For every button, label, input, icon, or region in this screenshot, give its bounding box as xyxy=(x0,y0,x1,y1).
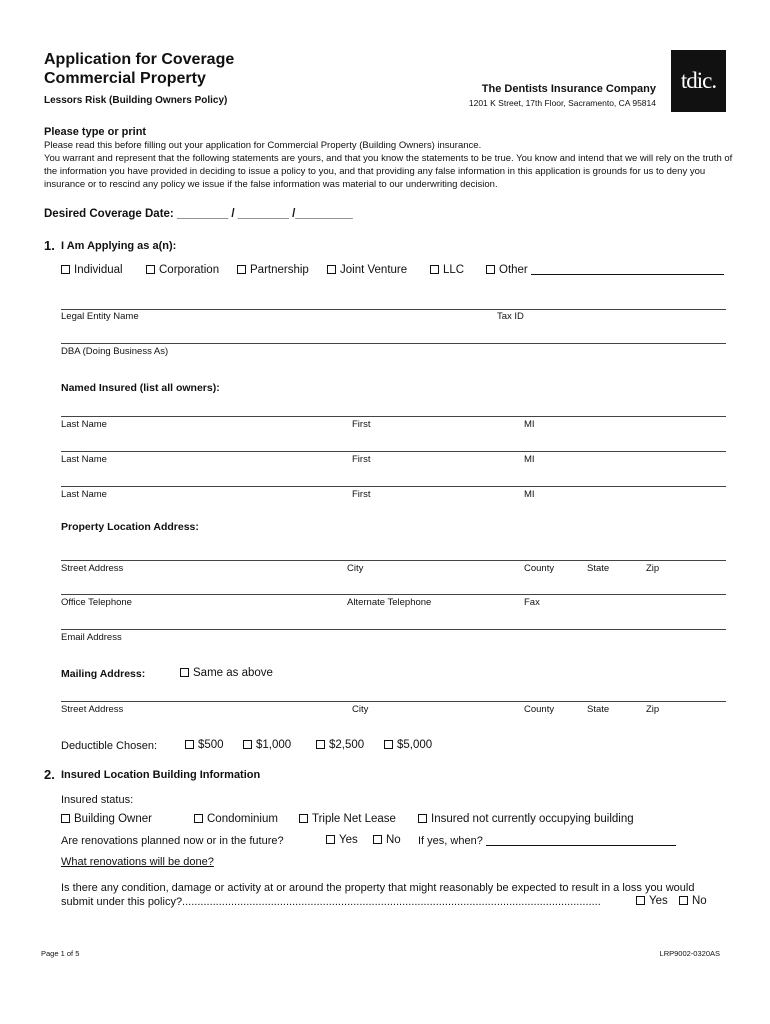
instructions-text xyxy=(44,139,734,191)
condition-question-line1: Is there any condition, damage or activity at or around the property that might reasonably be expected to result in a loss you would xyxy=(61,882,695,894)
checkbox-icon[interactable] xyxy=(237,265,246,274)
mailing-zip-label: Zip xyxy=(646,704,660,715)
city-label: City xyxy=(347,563,364,574)
option-label: $500 xyxy=(198,739,224,751)
deductible-5000-option[interactable] xyxy=(384,739,432,751)
desired-coverage-date[interactable] xyxy=(44,208,353,220)
status-condominium[interactable] xyxy=(194,813,278,825)
checkbox-icon[interactable] xyxy=(384,740,393,749)
owner1-first-label: First xyxy=(352,419,371,430)
named-insured-title: Named Insured (list all owners): xyxy=(61,382,220,394)
legal-entity-label: Legal Entity Name xyxy=(61,311,139,322)
desired-date-blanks[interactable]: ________ / ________ /_________ xyxy=(176,208,353,220)
zip-label: Zip xyxy=(646,563,660,574)
option-label: Condominium xyxy=(207,813,278,825)
option-label: Yes xyxy=(649,895,668,907)
checkbox-icon[interactable] xyxy=(61,265,70,274)
renovation-date-blank[interactable] xyxy=(486,835,676,846)
checkbox-icon[interactable] xyxy=(61,814,70,823)
checkbox-icon[interactable] xyxy=(146,265,155,274)
option-other[interactable] xyxy=(486,264,724,276)
option-label: $1,000 xyxy=(256,739,292,751)
form-code: LRP9002-0320AS xyxy=(659,949,720,958)
condition-no[interactable] xyxy=(679,895,707,907)
if-yes-label: If yes, when? xyxy=(418,835,483,847)
option-partnership[interactable] xyxy=(237,264,309,276)
option-label: $5,000 xyxy=(397,739,433,751)
mailing-address-title: Mailing Address: xyxy=(61,668,146,680)
mailing-city-label: City xyxy=(352,704,369,715)
mailing-street-label: Street Address xyxy=(61,704,124,715)
desired-date-label: Desired Coverage Date: xyxy=(44,208,174,220)
mailing-state-label: State xyxy=(587,704,610,715)
county-label: County xyxy=(524,563,555,574)
option-label: Joint Venture xyxy=(340,264,408,276)
checkbox-icon[interactable] xyxy=(418,814,427,823)
owner3-line[interactable] xyxy=(61,486,726,487)
option-label: $2,500 xyxy=(329,739,365,751)
dba-line[interactable] xyxy=(61,343,726,344)
option-label: Other xyxy=(499,264,528,276)
mailing-address-line[interactable] xyxy=(61,701,726,702)
if-yes-when[interactable] xyxy=(418,835,676,847)
renovations-question: Are renovations planned now or in the future? xyxy=(61,835,284,847)
fax-label: Fax xyxy=(524,597,540,608)
condition-question-line2: submit under this policy?......................................................................................................................................... xyxy=(61,896,601,908)
tdic-logo xyxy=(671,50,726,112)
checkbox-icon[interactable] xyxy=(636,896,645,905)
option-label: Building Owner xyxy=(74,813,152,825)
legal-entity-line[interactable] xyxy=(61,309,726,310)
deductible-500-option[interactable] xyxy=(185,739,224,751)
owner3-first-label: First xyxy=(352,489,371,500)
page-number: Page 1 of 5 xyxy=(41,949,80,958)
renovations-yes[interactable] xyxy=(326,834,358,846)
option-individual[interactable] xyxy=(61,264,123,276)
checkbox-icon[interactable] xyxy=(243,740,252,749)
tax-id-label: Tax ID xyxy=(497,311,524,322)
option-label: Insured not currently occupying building xyxy=(431,813,634,825)
deductible-2500-option[interactable] xyxy=(316,739,364,751)
option-label: LLC xyxy=(443,264,465,276)
company-name: The Dentists Insurance Company xyxy=(481,83,656,95)
state-label: State xyxy=(587,563,610,574)
status-not-occupying[interactable] xyxy=(418,813,634,825)
section2-title: Insured Location Building Information xyxy=(61,769,261,781)
owner1-mi-label: MI xyxy=(524,419,535,430)
checkbox-icon[interactable] xyxy=(316,740,325,749)
option-label: No xyxy=(692,895,707,907)
mailing-county-label: County xyxy=(524,704,555,715)
company-address: 1201 K Street, 17th Floor, Sacramento, CA 95814 xyxy=(468,98,656,108)
option-llc[interactable] xyxy=(430,264,464,276)
checkbox-icon[interactable] xyxy=(185,740,194,749)
option-label: Triple Net Lease xyxy=(312,813,396,825)
option-label: Same as above xyxy=(193,667,273,679)
checkbox-icon[interactable] xyxy=(486,265,495,274)
option-label: Yes xyxy=(339,834,358,846)
owner2-last-label: Last Name xyxy=(61,454,107,465)
street-label: Street Address xyxy=(61,563,124,574)
checkbox-icon[interactable] xyxy=(326,835,335,844)
option-corporation[interactable] xyxy=(146,264,219,276)
property-location-title: Property Location Address: xyxy=(61,521,199,533)
email-line[interactable] xyxy=(61,629,726,630)
section1-number: 1. xyxy=(44,238,55,253)
owner3-last-label: Last Name xyxy=(61,489,107,500)
alt-tel-label: Alternate Telephone xyxy=(347,597,432,608)
checkbox-icon[interactable] xyxy=(430,265,439,274)
checkbox-icon[interactable] xyxy=(299,814,308,823)
checkbox-icon[interactable] xyxy=(679,896,688,905)
insured-status-label: Insured status: xyxy=(61,794,134,806)
form-subtitle: Lessors Risk (Building Owners Policy) xyxy=(44,95,228,106)
owner1-last-label: Last Name xyxy=(61,419,107,430)
section2-number: 2. xyxy=(44,767,55,782)
owner3-mi-label: MI xyxy=(524,489,535,500)
option-joint-venture[interactable] xyxy=(327,264,407,276)
condition-yes[interactable] xyxy=(636,895,668,907)
office-tel-label: Office Telephone xyxy=(61,597,132,608)
deductible-1000-option[interactable] xyxy=(243,739,291,751)
owner1-line[interactable] xyxy=(61,416,726,417)
checkbox-icon[interactable] xyxy=(373,835,382,844)
form-title-line2: Commercial Property xyxy=(44,70,206,87)
deductible-label: Deductible Chosen: xyxy=(61,740,158,752)
option-label: No xyxy=(386,834,401,846)
form-title-line1: Application for Coverage xyxy=(44,51,235,68)
option-label: Individual xyxy=(74,264,123,276)
checkbox-icon[interactable] xyxy=(194,814,203,823)
owner2-line[interactable] xyxy=(61,451,726,452)
dba-label: DBA (Doing Business As) xyxy=(61,346,169,357)
option-label: Partnership xyxy=(250,264,309,276)
instructions-heading: Please type or print xyxy=(44,126,147,138)
owner2-mi-label: MI xyxy=(524,454,535,465)
instructions-line1: Please read this before filling out your application for Commercial Property (Building Owners) insurance. xyxy=(44,140,482,151)
other-blank[interactable] xyxy=(531,264,724,275)
checkbox-icon[interactable] xyxy=(180,668,189,677)
option-label: Corporation xyxy=(159,264,220,276)
what-renovations-label[interactable]: What renovations will be done? xyxy=(61,856,214,868)
status-triple-net-lease[interactable] xyxy=(299,813,396,825)
owner2-first-label: First xyxy=(352,454,371,465)
status-building-owner[interactable] xyxy=(61,813,152,825)
checkbox-icon[interactable] xyxy=(327,265,336,274)
phone-line[interactable] xyxy=(61,594,726,595)
logo-text: tdic. xyxy=(680,68,717,93)
warranty-paragraph: You warrant and represent that the following statements are yours, and that you know the statements to be true. You know and intend that we will rely on the truth of the information you have provided in deciding to issue a policy to you, and that providing any false information in this application is grounds for us to deny you insurance or to rescind any policy we issue if the false information was material to our underwriting decision. xyxy=(44,153,733,190)
email-label: Email Address xyxy=(61,632,122,643)
same-as-above-option[interactable] xyxy=(180,667,273,679)
renovations-no[interactable] xyxy=(373,834,401,846)
property-address-line[interactable] xyxy=(61,560,726,561)
section1-title: I Am Applying as a(n): xyxy=(61,240,177,252)
